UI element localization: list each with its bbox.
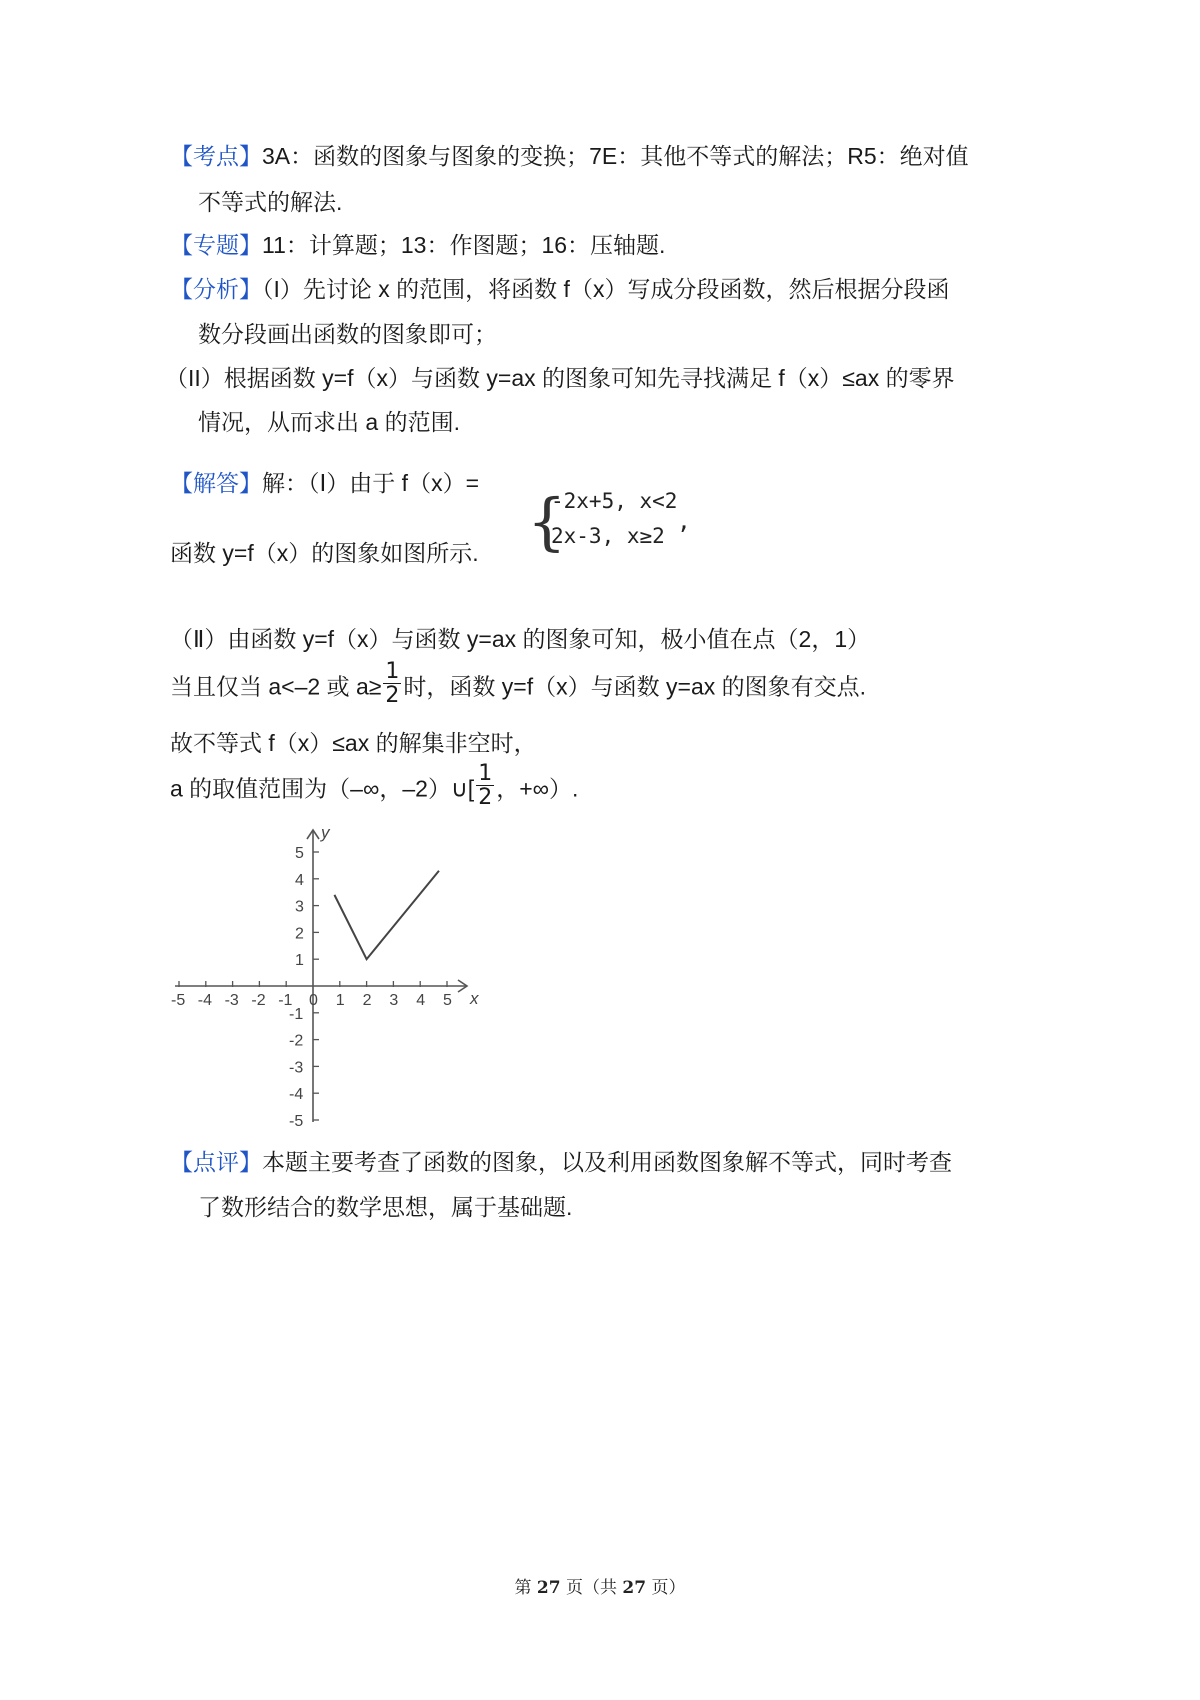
function-graph bbox=[160, 828, 480, 1138]
x-tick-label: -1 bbox=[278, 992, 293, 1009]
condition-text-a: 当且仅当 a<–2 或 a≥ bbox=[170, 673, 382, 700]
fenxi-line2: 数分段画出函数的图象即可； bbox=[198, 321, 497, 347]
dianping-line2: 了数形结合的数学思想，属于基础题. bbox=[198, 1194, 573, 1220]
piecewise-case-2: 2x-3, x≥2 bbox=[551, 524, 665, 548]
y-tick-label: 5 bbox=[295, 845, 304, 862]
range-text-b: ，+∞）. bbox=[496, 775, 579, 802]
range-text-a: a 的取值范围为（–∞，–2）∪[ bbox=[170, 775, 475, 802]
footer-page-number: 27 bbox=[536, 1578, 561, 1598]
range-fraction-numerator: 1 bbox=[478, 761, 493, 786]
piecewise-comma: , bbox=[677, 509, 691, 535]
dianping-tag: 【点评】 bbox=[170, 1150, 262, 1176]
condition-text-b: 时，函数 y=f（x）与函数 y=ax 的图象有交点. bbox=[403, 673, 867, 700]
jieda-intro: 解：（Ⅰ）由于 f（x）= bbox=[262, 470, 479, 496]
y-tick-label: -5 bbox=[289, 1113, 304, 1130]
footer-suffix: 页） bbox=[651, 1578, 686, 1598]
condition-line bbox=[170, 659, 867, 708]
x-tick-label: 5 bbox=[443, 992, 452, 1009]
footer-middle: 页（共 bbox=[566, 1578, 617, 1598]
page-footer bbox=[0, 1573, 1200, 1598]
x-tick-label: -4 bbox=[197, 992, 213, 1009]
range-fraction bbox=[476, 762, 494, 809]
x-tick-label: -5 bbox=[171, 992, 186, 1009]
jieda-line bbox=[170, 468, 479, 499]
y-tick-label: 4 bbox=[295, 871, 304, 889]
piecewise-brace: { bbox=[527, 485, 567, 558]
x-axis-label: x bbox=[470, 989, 479, 1008]
dianping-line1 bbox=[170, 1147, 952, 1178]
range-line bbox=[170, 761, 579, 810]
x-tick-label: -2 bbox=[251, 992, 266, 1009]
fraction-half bbox=[383, 660, 401, 707]
piecewise-case-1: -2x+5, x<2 bbox=[551, 489, 678, 513]
kaodian-line1 bbox=[170, 141, 969, 172]
footer-total-pages: 27 bbox=[622, 1578, 647, 1598]
kaodian-tag: 【考点】 bbox=[170, 144, 262, 170]
y-tick-label: 1 bbox=[295, 952, 304, 970]
x-tick-label: 4 bbox=[416, 992, 426, 1009]
fraction-numerator: 1 bbox=[385, 659, 400, 684]
x-tick-label: 2 bbox=[362, 992, 372, 1009]
fenxi-line1 bbox=[170, 274, 949, 305]
fenxi-text1: （I）先讨论 x 的范围，将函数 f（x）写成分段函数，然后根据分段函 bbox=[262, 276, 950, 302]
x-tick-label: 3 bbox=[389, 992, 399, 1009]
zhuanti-text: 11：计算题；13：作图题；16：压轴题. bbox=[262, 232, 666, 258]
fenxi-tag: 【分析】 bbox=[170, 277, 262, 303]
kaodian-line2: 不等式的解法. bbox=[198, 189, 343, 215]
x-tick-label: 0 bbox=[309, 992, 318, 1009]
fenxi-line3: （II）根据函数 y=f（x）与函数 y=ax 的图象可知先寻找满足 f（x）≤ax 的零界 bbox=[165, 365, 955, 391]
part2-line: （Ⅱ）由函数 y=f（x）与函数 y=ax 的图象可知，极小值在点（2，1） bbox=[170, 626, 871, 652]
x-tick-label: 1 bbox=[335, 992, 345, 1009]
y-tick-label: -1 bbox=[289, 1005, 304, 1023]
inequality-line: 故不等式 f（x）≤ax 的解集非空时， bbox=[170, 730, 537, 756]
zhuanti-tag: 【专题】 bbox=[170, 233, 262, 259]
y-tick-label: -2 bbox=[289, 1032, 304, 1050]
y-tick-label: -4 bbox=[289, 1086, 304, 1104]
y-axis-label: y bbox=[321, 828, 330, 842]
y-tick-label: 3 bbox=[295, 898, 304, 916]
series-line-0 bbox=[334, 871, 439, 959]
y-tick-label: -3 bbox=[289, 1059, 304, 1077]
range-fraction-denominator: 2 bbox=[478, 785, 493, 810]
footer-prefix: 第 bbox=[514, 1578, 532, 1598]
zhuanti-line bbox=[170, 230, 665, 261]
fenxi-line4: 情况，从而求出 a 的范围. bbox=[198, 409, 460, 435]
jieda-tag: 【解答】 bbox=[170, 471, 262, 497]
x-tick-label: -3 bbox=[224, 992, 239, 1009]
fraction-denominator: 2 bbox=[385, 683, 400, 708]
graph-note: 函数 y=f（x）的图象如图所示. bbox=[170, 540, 479, 566]
y-tick-label: 2 bbox=[295, 925, 304, 943]
dianping-text: 本题主要考查了函数的图象，以及利用函数图象解不等式，同时考查 bbox=[262, 1149, 952, 1175]
kaodian-text: 3A：函数的图象与图象的变换；7E：其他不等式的解法；R5：绝对值 bbox=[262, 143, 969, 169]
